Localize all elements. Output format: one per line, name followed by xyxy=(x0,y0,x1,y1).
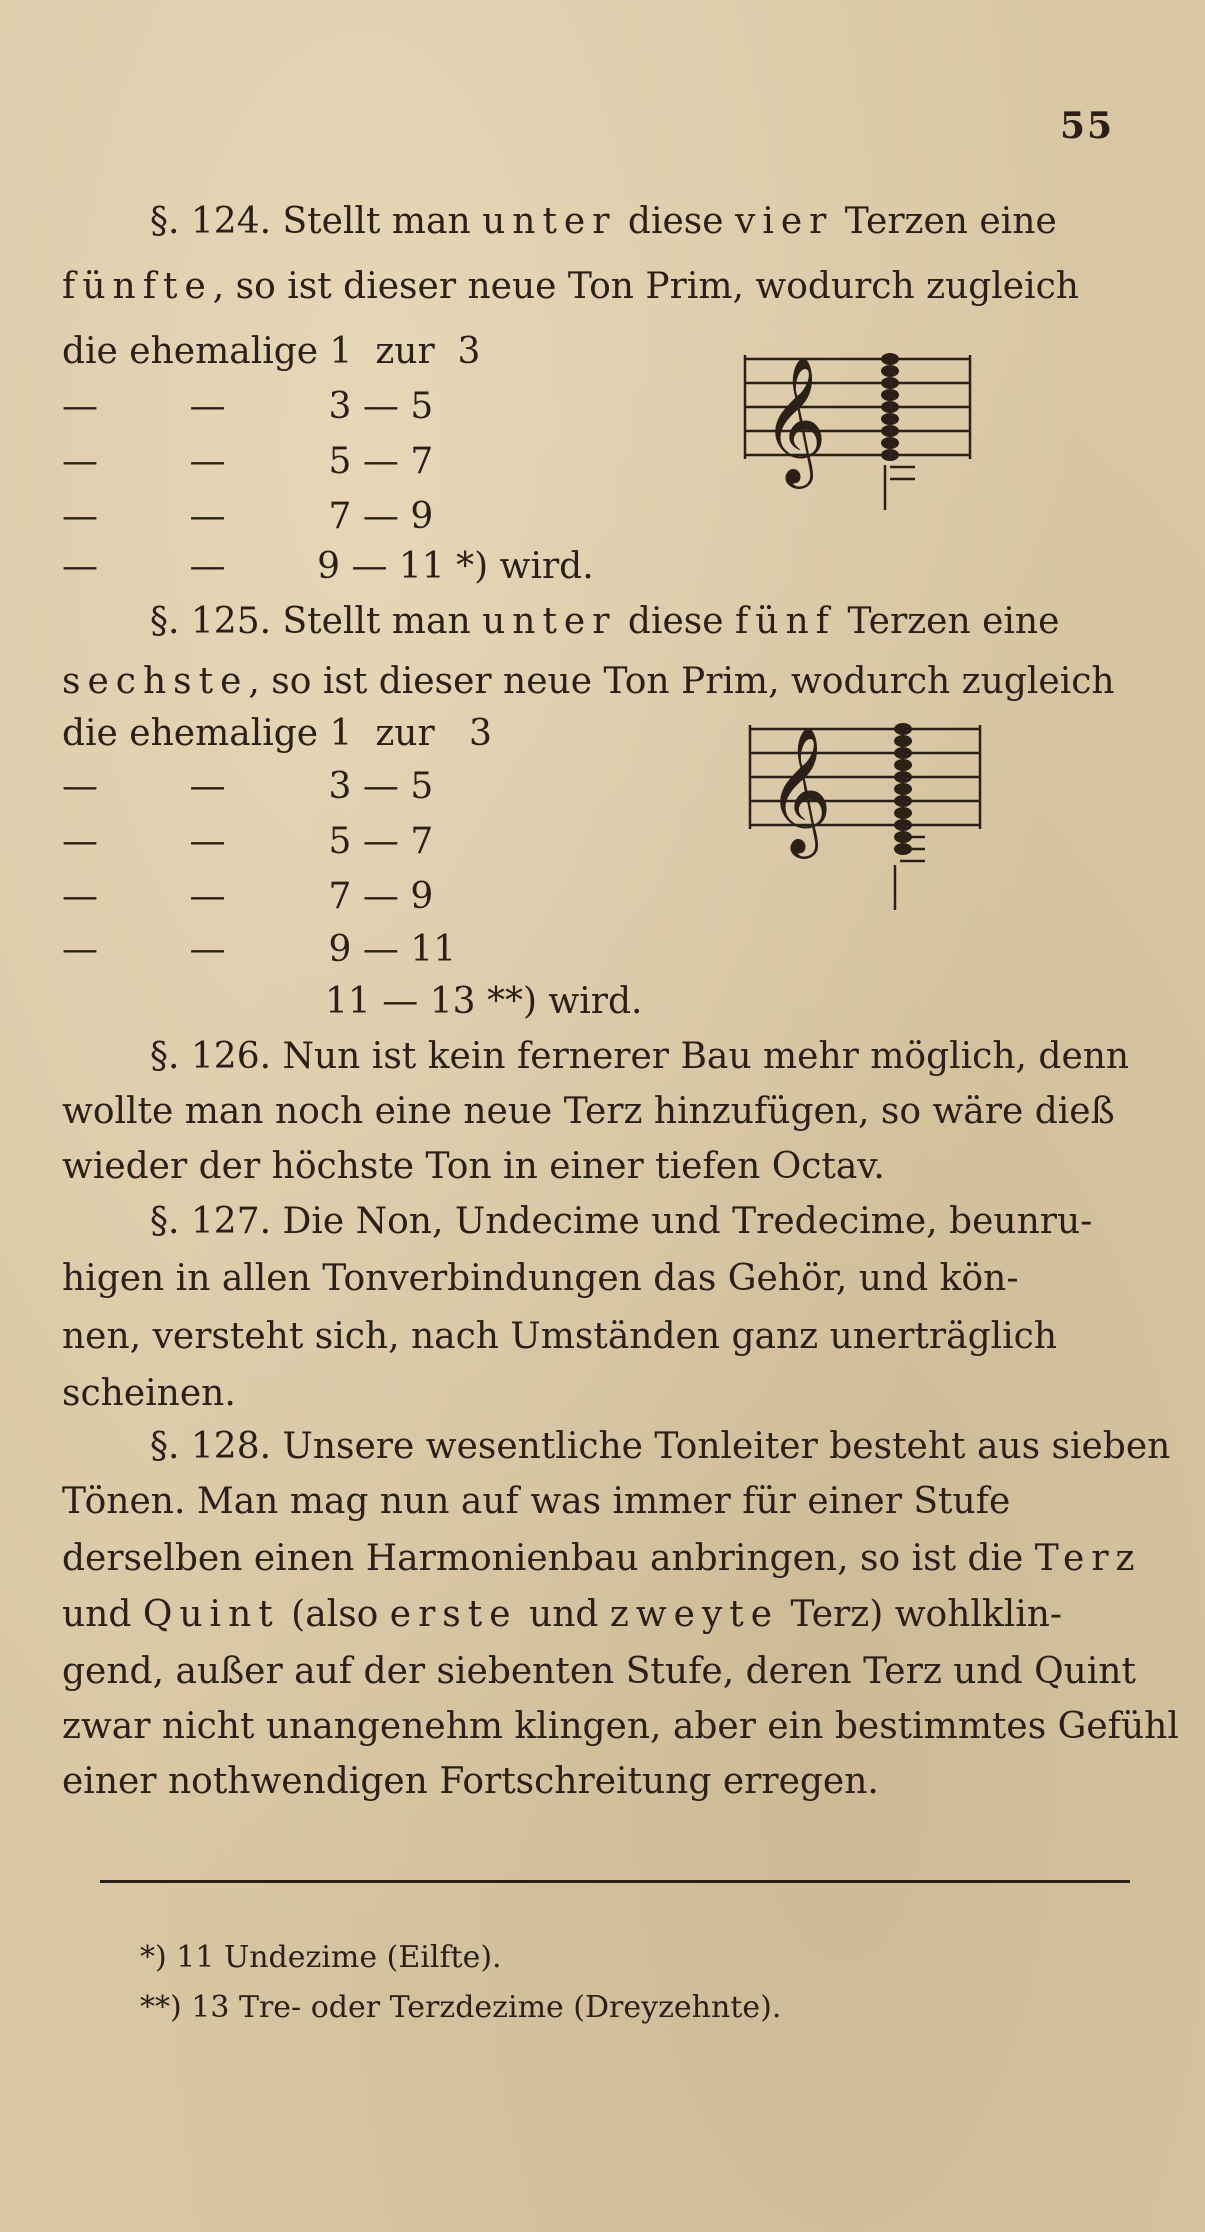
s128-l4-g: Terz) wohlklin- xyxy=(779,1594,1063,1635)
s128-l4-b: Quint xyxy=(142,1594,280,1635)
s127-line-2: higen in allen Tonverbindungen das Gehör, und kön- xyxy=(62,1258,1019,1299)
s128-l4-c: (also xyxy=(279,1594,390,1635)
s128-l4-d: erste xyxy=(389,1594,518,1635)
footnote-1: *) 11 Undezime (Eilfte). xyxy=(140,1940,502,1975)
s124-l1-d: vier xyxy=(734,201,834,242)
s125-l1-c: diese xyxy=(616,601,735,642)
s128-line-2: Tönen. Man mag nun auf was immer für einer Stufe xyxy=(62,1481,1011,1522)
s125-row-6: 11 — 13 **) wird. xyxy=(325,981,643,1022)
s124-l2-b: , so ist dieser neue Ton Prim, wodurch zugleich xyxy=(212,266,1079,307)
s124-l1-c: diese xyxy=(616,201,735,242)
s127-line-3: nen, versteht sich, nach Umständen ganz unerträglich xyxy=(62,1316,1058,1357)
s128-line-3 xyxy=(62,1537,1142,1581)
s124-row-2: — — 3 — 5 xyxy=(62,386,434,427)
s128-l4-f: zweyte xyxy=(609,1594,780,1635)
s128-l4-e: und xyxy=(517,1594,610,1635)
s124-row-1: die ehemalige 1 zur 3 xyxy=(62,331,481,372)
s125-line-1 xyxy=(150,600,1059,644)
s124-row-4: — — 7 — 9 xyxy=(62,496,434,537)
s128-line-7: einer nothwendigen Fortschreitung erregen. xyxy=(62,1761,879,1802)
s126-line-2: wollte man noch eine neue Terz hinzufügen, so wäre dieß xyxy=(62,1091,1115,1132)
s126-line-3: wieder der höchste Ton in einer tiefen Octav. xyxy=(62,1146,885,1187)
s125-line-2 xyxy=(62,660,1115,704)
s125-l2-b: , so ist dieser neue Ton Prim, wodurch zugleich xyxy=(248,661,1115,702)
s128-line-1: §. 128. Unsere wesentliche Tonleiter besteht aus sieben xyxy=(150,1426,1171,1467)
s125-row-1: die ehemalige 1 zur 3 xyxy=(62,713,492,754)
s127-line-1: §. 127. Die Non, Undecime und Tredecime, beunru- xyxy=(150,1201,1093,1242)
s128-line-4 xyxy=(62,1593,1062,1637)
s124-l1-b: unter xyxy=(482,201,617,242)
s125-l1-e: Terzen eine xyxy=(836,601,1060,642)
page-number: 55 xyxy=(1060,105,1115,147)
s124-l2-a: fünfte xyxy=(62,266,213,307)
s126-line-1: §. 126. Nun ist kein fernerer Bau mehr möglich, denn xyxy=(150,1036,1130,1077)
s125-row-5: — — 9 — 11 xyxy=(62,929,457,970)
svg-text:𝄞: 𝄞 xyxy=(762,355,828,483)
s124-line-1 xyxy=(150,200,1057,244)
s125-row-3: — — 5 — 7 xyxy=(62,821,434,862)
music-staff-124 xyxy=(740,345,980,515)
s124-row-5: — — 9 — 11 *) wird. xyxy=(62,546,594,587)
s128-line-5: gend, außer auf der siebenten Stufe, deren Terz und Quint xyxy=(62,1651,1136,1692)
s124-l1-a: §. 124. Stellt man xyxy=(150,201,483,242)
s125-l1-d: fünf xyxy=(734,601,837,642)
s128-line-6: zwar nicht unangenehm klingen, aber ein bestimmtes Gefühl xyxy=(62,1706,1179,1747)
s125-l1-a: §. 125. Stellt man xyxy=(150,601,483,642)
s128-l4-a: und xyxy=(62,1594,143,1635)
s128-l3-a: derselben einen Harmonienbau anbringen, so ist die xyxy=(62,1538,1035,1579)
s124-l1-e: Terzen eine xyxy=(833,201,1057,242)
svg-text:𝄞: 𝄞 xyxy=(767,725,833,853)
s124-row-3: — — 5 — 7 xyxy=(62,441,434,482)
s125-l2-a: sechste xyxy=(62,661,249,702)
s125-row-2: — — 3 — 5 xyxy=(62,766,434,807)
footnote-2: **) 13 Tre- oder Terzdezime (Dreyzehnte). xyxy=(140,1990,782,2025)
music-staff-125 xyxy=(745,715,985,915)
s125-row-4: — — 7 — 9 xyxy=(62,876,434,917)
footnote-divider xyxy=(100,1880,1130,1883)
s128-l3-b: Terz xyxy=(1034,1538,1142,1579)
s127-line-4: scheinen. xyxy=(62,1373,236,1414)
s124-line-2 xyxy=(62,265,1079,309)
s125-l1-b: unter xyxy=(482,601,617,642)
